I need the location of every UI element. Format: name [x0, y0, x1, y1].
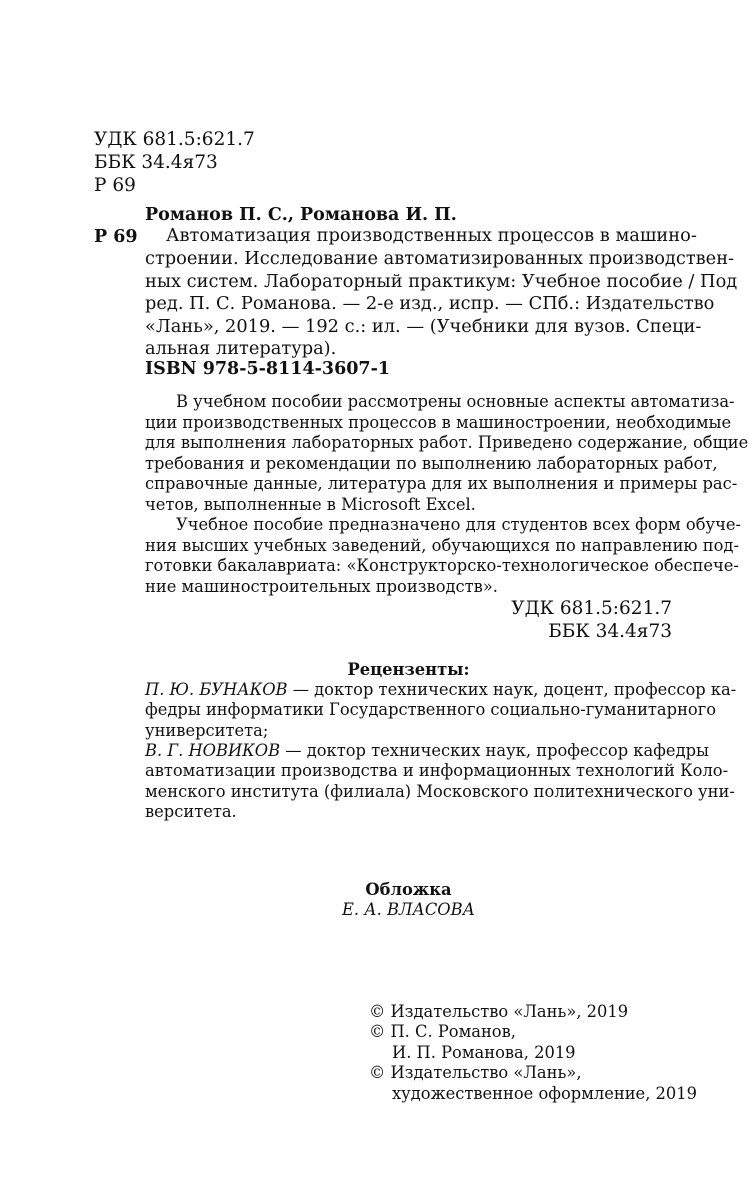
abstract-line: ние машиностроительных производств». — [145, 576, 498, 596]
reviewer-line — [145, 741, 709, 761]
copyright-line: художественное оформление, 2019 — [392, 1083, 697, 1103]
copyright-line: © П. С. Романов, — [369, 1022, 516, 1042]
description-line: альная литература). — [145, 338, 337, 359]
copyright-line: © Издательство «Лань», 2019 — [369, 1002, 629, 1021]
abstract-line: ния высших учебных заведений, обучающихся по направлению под- — [145, 536, 739, 555]
reviewers-heading: Рецензенты: — [347, 660, 470, 679]
abstract-first-line — [176, 392, 735, 412]
abstract-second-first-line — [176, 515, 741, 535]
description-line: ных систем. Лабораторный практикум: Учебное пособие / Под — [145, 270, 738, 292]
abstract-line: четов, выполненные в Microsoft Excel. — [145, 494, 476, 514]
bbk-code: ББК 34.4я73 — [94, 152, 218, 173]
udk-code: УДК 681.5:621.7 — [94, 129, 255, 150]
reviewer-text: — доктор технических наук, профессор кафедры — [280, 741, 709, 760]
udk-code-right: УДК 681.5:621.7 — [511, 598, 672, 619]
abstract-paragraph-2 — [145, 536, 739, 597]
reviewer-line: менского института (филиала) Московского политехнического уни- — [145, 781, 735, 801]
author-mark-side: Р 69 — [94, 227, 138, 247]
bibliographic-description — [166, 225, 697, 248]
author-mark: Р 69 — [94, 175, 136, 196]
copyright-line: И. П. Романова, 2019 — [392, 1042, 576, 1062]
abstract-line: готовки бакалавриата: «Конструкторско-технологическое обеспече- — [145, 556, 739, 576]
abstract-line: справочные данные, литература для их выполнения и примеры рас- — [145, 474, 738, 494]
description-line: «Лань», 2019. — 192 с.: ил. — (Учебники для вузов. Специ- — [145, 315, 702, 337]
authors: Романов П. С., Романова И. П. — [145, 205, 457, 225]
cover-artist: Е. А. ВЛАСОВА — [342, 900, 475, 919]
cover-heading: Обложка — [365, 880, 452, 899]
bbk-code-right: ББК 34.4я73 — [548, 621, 672, 642]
reviewer-text: — доктор технических наук, доцент, профессор ка- — [287, 680, 737, 699]
description-line: Автоматизация производственных процессов в машино- — [166, 225, 697, 246]
abstract-line: ции производственных процессов в машиностроении, необходимые — [145, 413, 732, 432]
abstract-line: В учебном пособии рассмотрены основные аспекты автоматиза- — [176, 392, 735, 411]
reviewer-name: В. Г. НОВИКОВ — [145, 741, 281, 760]
reviewer-2 — [145, 741, 735, 823]
copyright-block — [369, 1002, 697, 1104]
bibliographic-description-cont — [145, 248, 738, 361]
reviewer-line — [145, 680, 737, 700]
reviewer-line: федры информатики Государственного социально-гуманитарного — [145, 700, 717, 720]
reviewer-line: верситета. — [145, 802, 237, 822]
copyright-line: © Издательство «Лань», — [369, 1063, 582, 1083]
abstract-paragraph-1 — [145, 413, 749, 515]
reviewer-name: П. Ю. БУНАКОВ — [145, 680, 288, 699]
reviewer-line: университета; — [145, 720, 269, 740]
reviewer-line: автоматизации производства и информационных технологий Коло- — [145, 761, 729, 781]
abstract-line: для выполнения лабораторных работ. Приведено содержание, общие — [145, 433, 749, 453]
abstract-line: Учебное пособие предназначено для студентов всех форм обуче- — [176, 515, 741, 534]
description-line: строении. Исследование автоматизированных производствен- — [145, 248, 735, 269]
abstract-line: требования и рекомендации по выполнению лабораторных работ, — [145, 453, 718, 473]
isbn: ISBN 978-5-8114-3607-1 — [145, 359, 391, 379]
reviewer-1 — [145, 680, 737, 741]
description-line: ред. П. С. Романова. — 2-е изд., испр. — СПб.: Издательство — [145, 293, 715, 314]
